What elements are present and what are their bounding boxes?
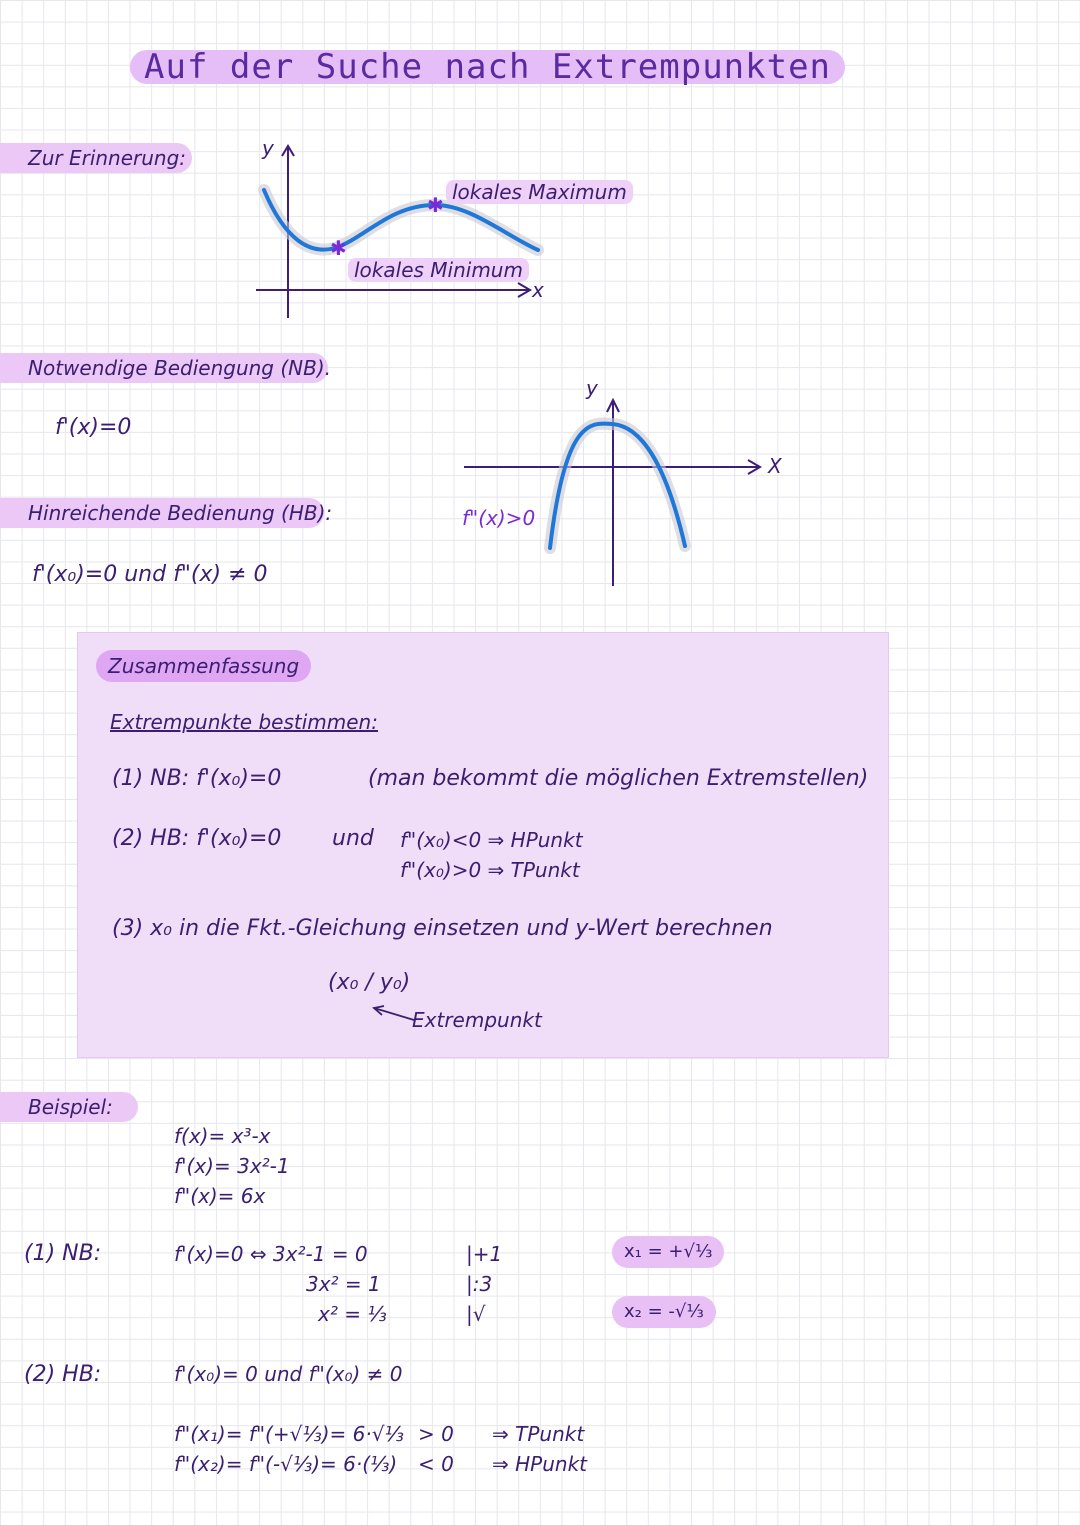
example-f1: f'(x)= 3x²-1 <box>174 1154 290 1178</box>
reminder-graph <box>240 130 560 330</box>
summary-heading: Extrempunkte bestimmen: <box>110 710 378 734</box>
summary-point: (x₀ / y₀) <box>328 970 411 995</box>
example-nb-label: (1) NB: <box>24 1241 102 1266</box>
curve-shadow <box>550 424 685 548</box>
example-res2: ⇒ HPunkt <box>492 1452 587 1476</box>
example-x1: x₁ = +√⅓ <box>612 1236 724 1268</box>
example-op2: |:3 <box>466 1272 493 1296</box>
example-res1: ⇒ TPunkt <box>492 1422 585 1446</box>
parabola-graph <box>460 380 800 590</box>
hb-formula: f'(x₀)=0 und f"(x) ≠ 0 <box>32 562 268 587</box>
reminder-label: Zur Erinnerung: <box>0 143 192 173</box>
example-hb-line2: f"(x₂)= f"(-√⅓)= 6·(⅓) <box>174 1452 398 1476</box>
min-marker-icon: ✱ <box>330 236 347 260</box>
example-op3: |√ <box>466 1302 486 1326</box>
example-cmp2: < 0 <box>418 1452 454 1476</box>
parabola-x-label: X <box>768 454 782 478</box>
max-label: lokales Maximum <box>446 180 633 204</box>
summary-step3: (3) x₀ in die Fkt.-Gleichung einsetzen und y-Wert berechnen <box>112 916 773 941</box>
arrow-icon <box>370 1004 416 1026</box>
nb-formula: f'(x)=0 <box>55 415 132 440</box>
min-label: lokales Minimum <box>348 258 529 282</box>
example-hb-cond: f'(x₀)= 0 und f"(x₀) ≠ 0 <box>174 1362 403 1386</box>
example-hb-line1: f"(x₁)= f"(+√⅓)= 6·√⅓ <box>174 1422 404 1446</box>
example-x2: x₂ = -√⅓ <box>612 1296 716 1328</box>
summary-step2: (2) HB: f'(x₀)=0 <box>112 826 282 851</box>
summary-step2-and: und <box>332 826 374 851</box>
parabola-label: f"(x)>0 <box>462 506 536 530</box>
parabola-y-label: y <box>586 376 598 400</box>
reminder-x-label: x <box>532 278 544 302</box>
reminder-y-label: y <box>262 136 274 160</box>
example-hb-label: (2) HB: <box>24 1362 102 1387</box>
example-op1: |+1 <box>466 1242 503 1266</box>
summary-step1: (1) NB: f'(x₀)=0 <box>112 766 282 791</box>
max-marker-icon: ✱ <box>427 193 444 217</box>
example-cmp1: > 0 <box>418 1422 454 1446</box>
hb-label: Hinreichende Bedienung (HB): <box>0 498 324 528</box>
example-label: Beispiel: <box>0 1092 138 1122</box>
summary-step2-case2: f"(x₀)>0 ⇒ TPunkt <box>400 858 580 882</box>
example-nb-line2: 3x² = 1 <box>306 1272 381 1296</box>
example-f2: f"(x)= 6x <box>174 1184 266 1208</box>
example-nb-line1: f'(x)=0 ⇔ 3x²-1 = 0 <box>174 1242 368 1266</box>
page-title: Auf der Suche nach Extrempunkten <box>130 50 845 84</box>
example-f: f(x)= x³-x <box>174 1124 271 1148</box>
summary-label: Zusammenfassung <box>96 650 311 682</box>
summary-point-label: Extrempunkt <box>412 1008 542 1032</box>
summary-step2-case1: f"(x₀)<0 ⇒ HPunkt <box>400 828 583 852</box>
nb-label: Notwendige Bediengung (NB). <box>0 353 328 383</box>
summary-step1-note: (man bekommt die möglichen Extremstellen) <box>368 766 869 791</box>
example-nb-line3: x² = ⅓ <box>318 1302 387 1326</box>
